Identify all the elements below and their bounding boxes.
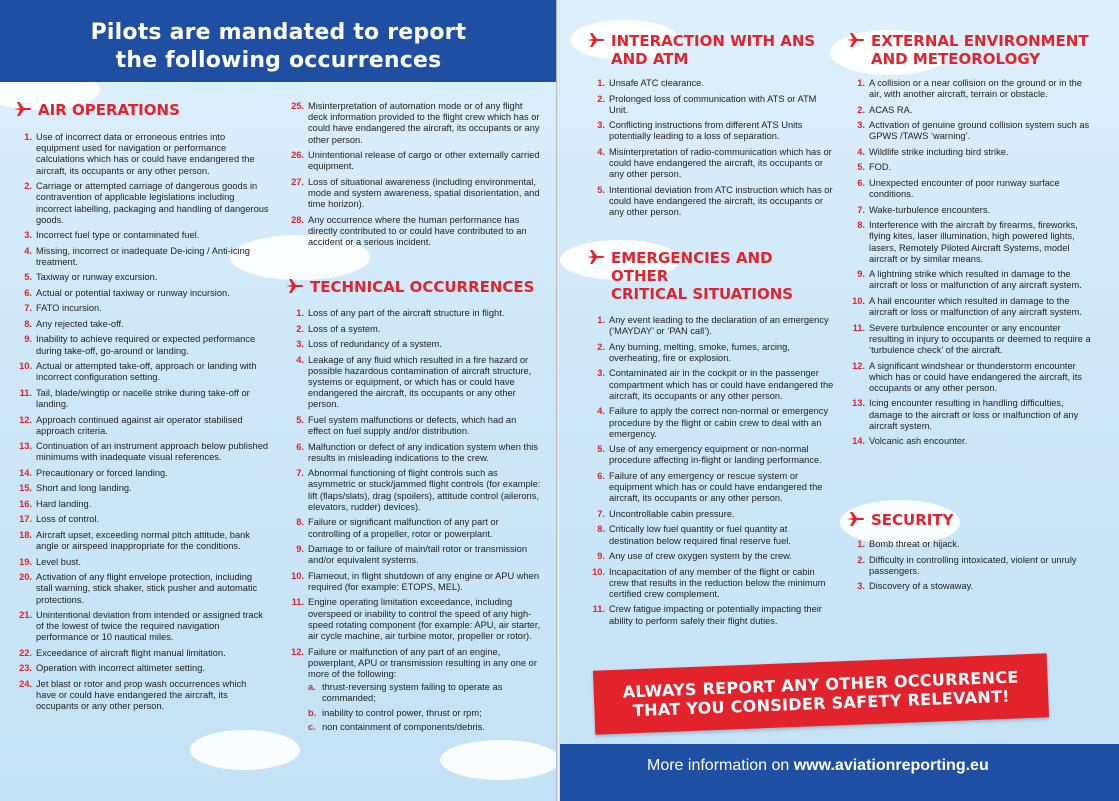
list-item [285,177,541,211]
item-text: Level bust. [36,556,81,567]
section-title: SECURITY [846,511,1092,529]
item-text: A hail encounter which resulted in damage to the aircraft or loss or malfunction of any aircraft system. [869,295,1082,318]
list-item [13,557,269,568]
item-number: 4. [857,146,865,157]
item-text: Failure of any emergency or rescue system or equipment which has or could have endangered the aircraft, its occupants or any other person. [609,470,823,504]
item-number: 19. [19,556,32,567]
item-text: Misinterpretation of radio-communication which has or could have endangered the aircraft, its occupants or any other person. [609,146,832,180]
page-title: Pilots are mandated to report the following occurrences [90,20,467,73]
item-text: Unsafe ATC clearance. [609,78,704,88]
list-item [285,324,541,335]
item-number: 7. [597,508,605,519]
list-item [13,610,269,644]
item-text: Wake-turbulence encounters. [869,204,991,215]
item-number: 5. [296,414,304,425]
item-number: 16. [19,498,32,509]
item-number: 15. [19,483,32,494]
item-text: A significant windshear or thunderstorm encounter which has or could have endangered the aircraft, its occupants or any other person. [869,360,1082,393]
item-number: 10. [19,361,32,372]
item-text: Loss of situational awareness (including environmental, mode and system awareness, spatial disorientation, and time horizon). [308,176,540,210]
item-text: non containment of components/debris. [322,721,485,732]
item-number: 25. [291,101,304,111]
list-item [586,368,834,402]
airplane-icon [586,249,606,265]
item-text: thrust-reversing system failing to operate as commanded; [322,682,503,704]
airplane-icon [846,511,866,527]
list-item [285,442,541,464]
item-number: 8. [857,220,865,231]
list-item [586,509,834,520]
technical-occurrences-section [285,278,541,737]
item-number: b. [308,707,317,718]
item-text: Failure to apply the correct non-normal or emergency procedure by the flight or cabin crew to deal with an emergency. [609,406,829,439]
item-text: Activation of any flight envelope protection, including stall warning, stick shaker, stick pusher and automatic protections. [36,572,258,605]
item-text: Critically low fuel quantity or fuel quantity at destination below required final reserve fuel. [609,524,791,546]
item-text: Any use of crew oxygen system by the crew. [609,551,792,562]
list-item [285,339,541,350]
item-number: 20. [19,572,32,583]
item-text: Volcanic ash encounter. [869,436,968,447]
item-number: 7. [857,204,865,215]
item-number: 7. [296,468,304,479]
item-number: 1. [296,308,304,318]
item-number: 8. [296,517,304,528]
cloud-decoration [440,740,557,780]
item-text: Use of any emergency equipment or non-normal procedure affecting in-flight or landing performance. [609,444,822,466]
item-number: 11. [19,387,32,398]
list-item [846,162,1092,173]
item-number: 3. [597,368,605,379]
item-text: Continuation of an instrument approach below published minimums with inadequate visual references. [36,441,269,463]
item-number: 28. [291,214,304,225]
list-item [285,597,541,642]
item-number: 27. [291,176,304,187]
list-item [285,150,541,172]
list-item [13,499,269,510]
list-item [586,120,834,142]
item-number: 26. [291,150,304,161]
item-number: 11. [291,597,304,608]
item-number: 7. [24,303,32,314]
list-item [285,101,541,146]
air-operations-list-cont [285,101,541,248]
list-item [846,555,1092,577]
item-text: Taxiway or runway excursion. [36,272,158,283]
item-text: Contaminated air in the cockpit or in the passenger compartment which has or could have endangered the aircraft, its occupants or any other person. [609,368,834,401]
list-item [586,185,834,219]
item-text: Engine operating limitation exceedance, including overspeed or inability to control the speed of any high-speed rotating component (for example: APU, air starter, air cycle machine, air turbine motor, propeller or rotor). [308,597,541,642]
item-text: Fuel system malfunctions or defects, which had an effect on fuel supply and/or distribution. [308,414,517,437]
item-number: 6. [24,287,32,298]
item-text: Unintentional release of cargo or other externally carried equipment. [308,150,540,172]
list-item [846,78,1092,100]
item-text: Unexpected encounter of poor runway surface conditions. [869,177,1060,200]
section-title: AIR OPERATIONS [13,101,269,119]
item-text: Difficulty in controlling intoxicated, violent or unruly passengers. [869,554,1077,576]
list-item [846,120,1092,142]
item-text: Any burning, melting, smoke, fumes, arcing, overheating, fire or explosion. [609,341,790,363]
list-item [13,663,269,674]
item-number: 1. [24,132,32,142]
list-item [586,94,834,116]
list-item [285,355,541,411]
list-item [285,215,541,249]
item-text: Flameout, in flight shutdown of any engine or APU when required (for example: ETOPS, MEL). [308,570,540,592]
emergencies-section [586,249,834,631]
sub-list-item [308,682,541,704]
airplane-icon [13,101,33,117]
item-text: Precautionary or forced landing. [36,467,168,478]
list-item [586,78,834,89]
item-text: Failure or significant malfunction of any part or controlling of a propeller, rotor or powerplant. [308,517,499,539]
list-item [13,230,269,241]
item-text: Abnormal functioning of flight controls such as asymmetric or stuck/jammed flight controls (for example: lift (flaps/slats), drag (spoilers), attitude control (ailerons, elevators, rudder) devices). [308,468,541,512]
item-text: Loss of redundancy of a system. [308,339,442,349]
list-item [586,524,834,546]
list-item [586,342,834,364]
item-text: Any rejected take-off. [36,318,124,329]
item-number: 2. [597,93,605,104]
item-number: 23. [19,663,32,674]
item-number: 6. [857,177,865,188]
item-text: Loss of control. [36,514,100,525]
item-text: Damage to or failure of main/tail rotor or transmission and/or equivalent systems. [308,544,528,566]
item-number: 5. [857,162,865,173]
ans-atm-section [586,32,834,223]
item-text: Incapacitation of any member of the flight or cabin crew that results in the reduction below the minimum certified crew complement. [609,566,826,599]
item-number: 13. [19,441,32,452]
list-item [285,544,541,566]
item-number: 5. [597,444,605,455]
airplane-icon [586,32,606,48]
item-text: inability to control power, thrust or rpm; [322,707,482,718]
section-title: EMERGENCIES AND OTHER CRITICAL SITUATIONS [586,249,834,303]
item-number: 11. [852,322,865,333]
list-item [13,441,269,463]
item-number: 17. [19,514,32,525]
item-number: 13. [852,398,865,409]
sub-list-item [308,708,541,719]
item-number: 2. [857,104,865,115]
item-number: 3. [857,120,865,131]
list-item [285,468,541,513]
item-number: 2. [24,181,32,192]
list-item [846,361,1092,395]
title-band [0,0,557,82]
list-item [13,679,269,713]
item-number: 9. [597,551,605,562]
item-number: 10. [852,295,865,306]
list-item [13,272,269,283]
item-text: Loss of a system. [308,323,381,334]
list-item [846,269,1092,291]
item-text: Tail, blade/wingtip or nacelle strike during take-off or landing. [36,387,250,410]
security-section [846,511,1092,597]
website-link[interactable]: www.aviationreporting.eu [793,757,989,774]
item-number: 24. [19,678,32,689]
item-number: a. [308,682,316,693]
item-number: 10. [291,570,304,581]
item-text: ACAS RA. [869,104,913,115]
item-text: Jet blast or rotor and prop wash occurrences which have or could have endangered the aircraft, its occupants or any other person. [36,678,247,712]
security-list [846,539,1092,592]
item-text: Loss of any part of the aircraft structure in flight. [308,308,505,318]
item-text: Incorrect fuel type or contaminated fuel. [36,230,200,241]
air-operations-section [13,101,269,717]
item-text: Short and long landing. [36,483,132,494]
item-number: 1. [857,539,865,549]
item-number: c. [308,721,316,732]
item-text: Activation of genuine ground collision system such as GPWS /TAWS ‘warning’. [869,120,1090,142]
banner-text: ALWAYS REPORT ANY OTHER OCCURRENCE THAT YOU CONSIDER SAFETY RELEVANT! [622,667,1019,721]
list-item [846,581,1092,592]
item-number: 14. [852,436,865,447]
item-text: Discovery of a stowaway. [869,581,974,592]
list-item [586,315,834,337]
item-number: 22. [19,647,32,658]
item-number: 3. [857,581,865,592]
item-text: Severe turbulence encounter or any encounter resulting in injury to occupants or deemed to require a ‘turbulence check’ of the aircraft. [869,322,1091,356]
airplane-icon [285,278,305,294]
list-item [13,132,269,177]
item-number: 2. [296,323,304,334]
section-title: EXTERNAL ENVIRONMENT AND METEOROLOGY [846,32,1092,68]
list-item [285,308,541,319]
item-text: Misinterpretation of automation mode or of any flight deck information provided to the flight crew which has or could have endangered the aircraft, its occupants or any other person. [308,101,540,145]
item-text: Approach continued against air operator stabilised approach criteria. [36,414,243,436]
list-item [13,468,269,479]
left-panel [0,0,557,801]
section-title: INTERACTION WITH ANS AND ATM [586,32,834,68]
list-item [13,319,269,330]
list-item [586,406,834,440]
item-number: 4. [24,245,32,256]
item-text: Prolonged loss of communication with ATS or ATM Unit. [609,93,817,115]
item-number: 4. [597,406,605,417]
list-item [13,514,269,525]
item-text: Aircraft upset, exceeding normal pitch attitude, bank angle or airspeed inappropriate for the conditions. [36,529,250,552]
item-text: Actual or attempted take-off, approach or landing with incorrect configuration setting. [36,361,257,383]
item-number: 2. [597,341,605,352]
item-text: Intentional deviation from ATC instruction which has or could have endangered the aircraft, its occupants or any other person. [609,184,833,218]
item-number: 12. [291,646,304,657]
item-number: 10. [592,566,605,577]
item-number: 21. [19,610,32,621]
item-number: 1. [597,78,605,88]
list-item [586,567,834,601]
item-number: 12. [19,414,32,425]
list-item [13,361,269,383]
list-item [846,398,1092,432]
list-item [846,296,1092,318]
list-item [285,647,541,733]
item-text: Carriage or attempted carriage of dangerous goods in contravention of applicable legislations including incorrect labelling, packaging and handling of dangerous goods. [36,181,269,225]
ans-atm-list [586,78,834,218]
item-text: Icing encounter resulting in handling difficulties, damage to the aircraft or loss or malfunction of any aircraft system. [869,398,1079,431]
list-item [846,178,1092,200]
item-text: FATO incursion. [36,303,102,314]
item-text: Leakage of any fluid which resulted in a fire hazard or possible hazardous contamination of aircraft structure, systems or equipment, or which has or could have endangered the aircraft, its occupants or any other person. [308,354,532,410]
item-text: Operation with incorrect altimeter setting. [36,663,205,674]
list-item [586,147,834,181]
list-item [13,572,269,606]
item-number: 3. [296,339,304,349]
list-item [285,517,541,539]
list-item [13,246,269,268]
item-number: 9. [296,544,304,555]
list-item [285,415,541,437]
airplane-icon [846,32,866,48]
list-item [846,220,1092,265]
list-item [285,571,541,593]
item-text: Hard landing. [36,498,92,509]
list-item [13,415,269,437]
external-environment-section [846,32,1092,452]
item-number: 8. [597,524,605,535]
air-operations-list [13,132,269,713]
item-text: A collision or a near collision on the ground or in the air, with another aircraft, terrain or obstacle. [869,78,1082,100]
list-item [13,288,269,299]
item-number: 4. [597,146,605,157]
list-item [846,323,1092,357]
item-text: Missing, incorrect or inadequate De-icing / Anti-icing treatment. [36,245,250,267]
item-number: 2. [857,554,865,565]
item-text: Conflicting instructions from different ATS Units potentially leading to a loss of separation. [609,120,803,142]
item-text: Unintentional deviation from intended or assigned track of the lowest of twice the required navigation performance or 10 nautical miles. [36,610,263,643]
item-text: Failure or malfunction of any part of an engine, powerplant, APU or transmission resulting in any one or more of the following: [308,646,537,679]
sub-list [308,682,541,733]
item-number: 1. [857,78,865,88]
item-number: 6. [296,441,304,452]
item-number: 12. [852,360,865,371]
air-operations-continued [285,101,541,253]
item-number: 8. [24,318,32,329]
list-item [13,483,269,494]
list-item [13,648,269,659]
item-text: Interference with the aircraft by firearms, fireworks, flying kites, laser illumination, high powered lights, lasers, Remotely Piloted Aircraft Systems, model aircraft or by similar means. [869,220,1078,264]
list-item [846,147,1092,158]
item-text: Bomb threat or hijack. [869,539,960,549]
item-text: Exceedance of aircraft flight manual limitation. [36,647,226,658]
item-text: Any occurrence where the human performance has directly contributed to or could have contributed to an accident or a serious incident. [308,214,527,248]
item-text: FOD. [869,162,892,173]
list-item [846,105,1092,116]
item-text: Crew fatigue impacting or potentially impacting their ability to perform safely their flight duties. [609,604,822,626]
item-number: 5. [597,184,605,195]
item-number: 11. [592,604,605,615]
item-number: 3. [597,120,605,131]
item-number: 1. [597,315,605,325]
list-item [13,334,269,356]
item-number: 9. [24,334,32,345]
item-text: Inability to achieve required or expected performance during take-off, go-around or landing. [36,334,256,356]
environment-list [846,78,1092,448]
item-text: Wildlife strike including bird strike. [869,146,1009,157]
technical-list [285,308,541,733]
list-item [13,388,269,410]
item-text: Any event leading to the declaration of an emergency (‘MAYDAY’ or ‘PAN call’). [609,315,829,337]
list-item [13,530,269,552]
item-number: 9. [857,269,865,280]
list-item [846,205,1092,216]
footer-text [560,744,1119,775]
item-text: Actual or potential taxiway or runway incursion. [36,287,230,298]
item-text: Uncontrollable cabin pressure. [609,508,735,519]
footer-prefix: More information on [647,757,794,774]
emergencies-list [586,315,834,627]
section-title: TECHNICAL OCCURRENCES [285,278,541,296]
list-item [586,551,834,562]
footer [560,744,1119,801]
list-item [586,604,834,626]
list-item [13,303,269,314]
list-item [846,436,1092,447]
item-text: A lightning strike which resulted in damage to the aircraft or loss or malfunction of any aircraft system. [869,269,1082,291]
item-number: 18. [19,529,32,540]
list-item [846,539,1092,550]
item-number: 14. [19,467,32,478]
item-text: Malfunction or defect of any indication system when this results in misleading indications to the crew. [308,441,538,463]
item-number: 5. [24,272,32,283]
item-text: Use of incorrect data or erroneous entries into equipment used for navigation or performance calculations which has or could have endangered the aircraft, its occupants or any other person. [36,132,255,176]
list-item [13,181,269,226]
item-number: 6. [597,470,605,481]
list-item [586,444,834,466]
list-item [586,471,834,505]
sub-list-item [308,722,541,733]
item-number: 3. [24,230,32,241]
cloud-decoration [190,730,300,770]
item-number: 4. [296,354,304,365]
